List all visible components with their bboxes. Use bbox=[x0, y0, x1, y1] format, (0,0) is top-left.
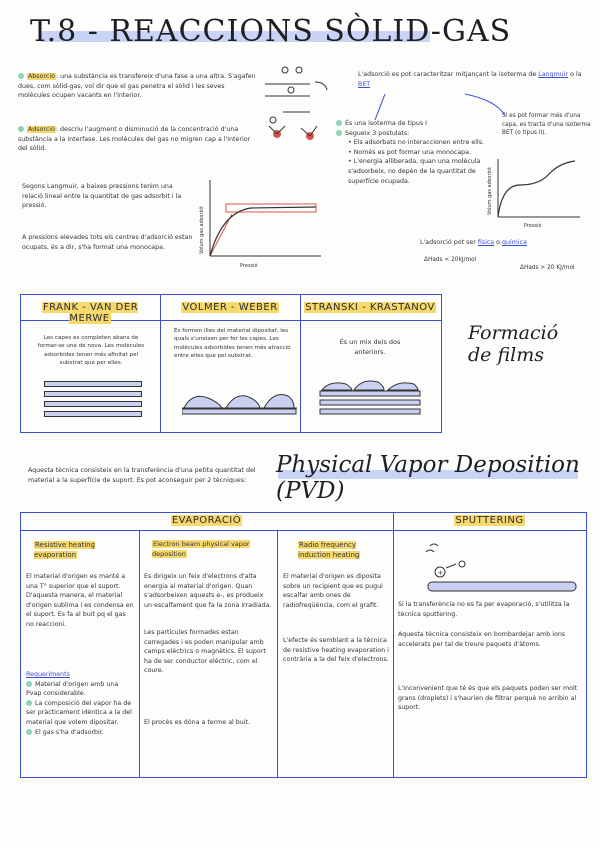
sputtering-header bbox=[394, 515, 585, 526]
sputtering-text-3: L'inconvenient que té és que els paquets poden ser molt grans (droplets) i s'haurien de filtrar perquè no arribin al suport. bbox=[398, 685, 578, 712]
bullet-icon bbox=[336, 120, 342, 126]
bet-graph bbox=[480, 155, 590, 235]
adsorcio-term: Adsorció bbox=[28, 126, 55, 133]
col1-text: El material d'origen es manté a una T° superior que el suport. D'aquesta manera, el material d'origen sublima i es condensa en el suport. Es fa al buit pq el gas no reaccioni. bbox=[26, 573, 134, 628]
sputtering-header-text: SPUTTERING bbox=[455, 515, 524, 526]
req-item-1 bbox=[26, 680, 134, 699]
post1-text: Els adsorbats no interaccionen entre ells. bbox=[353, 139, 484, 147]
postulat-1: • Els adsorbats no interaccionen entre ells. bbox=[348, 139, 484, 147]
langmuir-graph bbox=[196, 176, 331, 272]
pvd-header-line bbox=[20, 530, 587, 531]
col3-text-2: L'efecte és semblant a la tècnica de resistive heating evaporation i contrària a la del feix d'electrons. bbox=[283, 637, 389, 664]
bullet-icon bbox=[26, 729, 32, 735]
evaporacio-header bbox=[20, 515, 393, 526]
col2-text-1: Es dirigeix un feix d'electrons d'alta energia al material d'origen. Quan s'adsorbeixen aquests e-, es produeix un escalfament que fa la zona irradiada. bbox=[144, 573, 272, 609]
absorcio-text: : una substància es transfereix d'una fase a una altra. S'agafen dues, com sòlid-gas, vol dir que el gas penetra el sòlid i les seves molècules ocupen vacants en l'interior. bbox=[18, 73, 256, 100]
adsorcio-tipus: L'adsorció pot ser física o química bbox=[420, 239, 527, 246]
req-item-2-text: La composició del vapor ha de ser pràcticament idèntica a la del material que volem dipositar. bbox=[26, 699, 132, 726]
fisica-label: física bbox=[477, 239, 495, 246]
frank-header bbox=[22, 302, 158, 324]
bullet-icon bbox=[26, 681, 32, 687]
films-divider-2 bbox=[300, 294, 301, 433]
col3-title-text: Radio frequency induction heating bbox=[298, 541, 360, 559]
col3-text-1: El material d'origen es diposita sobre un recipient que es pugui escalfar amb ones de radiofreqüència, com el grafit. bbox=[283, 573, 383, 609]
absorcio-paragraph bbox=[18, 72, 258, 101]
post3-text: L'energia alliberada, quan una molècula s'adsorbeix, no depèn de la quantitat de superfície ocupada. bbox=[348, 158, 481, 185]
req-item-3 bbox=[26, 728, 134, 738]
req-title: Requeriments bbox=[26, 671, 70, 678]
langmuir-properties bbox=[336, 119, 501, 186]
bullet-icon bbox=[18, 73, 24, 79]
adsorcio-paragraph bbox=[18, 125, 258, 154]
bet-link: BET bbox=[358, 80, 371, 88]
sputtering-text-1: Si la transferència no es fa per evaporació, s'utilitza la tècnica sputtering. bbox=[398, 601, 570, 618]
monocapa-text: A pressions elevades tots els centres d'adsorció estan ocupats, és a dir, s'ha format una monocapa. bbox=[22, 234, 193, 251]
stranski-header-text: STRANSKI - KRASTANOV bbox=[305, 302, 435, 313]
pvd-divider-1 bbox=[139, 530, 140, 778]
dh-fisica: ΔHads < 20kJ/mol bbox=[424, 257, 477, 263]
col1-title-text: Resistive heating evaporation bbox=[34, 541, 96, 559]
films-label: Formació de films bbox=[468, 322, 559, 366]
films-divider-1 bbox=[160, 294, 161, 433]
req-item-1-text: Material d'origen amb una Pvap considerable. bbox=[26, 680, 119, 698]
col2-text-2: Les partícules formades estan carregades i es poden manipular amb camps elèctrics o magnètics. El suport ha de ser conductor elèctric, com el coure. bbox=[144, 629, 266, 675]
o-text: o la bbox=[570, 71, 582, 78]
volmer-islands bbox=[182, 388, 298, 418]
bullet-icon bbox=[336, 130, 342, 136]
stranski-text: És un mix dels dos anteriors. bbox=[339, 338, 401, 356]
langmuir-link: Langmuir bbox=[538, 71, 569, 78]
bullet1-text: És una isoterma de tipus I bbox=[345, 120, 428, 127]
col2-title-text: Electron beam physical vapor deposition bbox=[152, 540, 250, 558]
svg-text:+: + bbox=[437, 569, 444, 577]
layer bbox=[44, 381, 142, 387]
pvd-title: Physical Vapor Deposition (PVD) bbox=[276, 452, 580, 504]
graph2-xlabel: Pressió bbox=[524, 223, 542, 229]
bet-note: Si es pot formar més d'una capa, es tracta d'una isoterma BET (o tipus II). bbox=[502, 113, 591, 137]
req-item-3-text: El gas s'ha d'adsorbir. bbox=[35, 728, 104, 736]
volmer-text: Es formen illes del material dipositat, les quals s'uneixen per fer les capes. Les molècules adsorbides tenen més atracció entre elles que pel substrat. bbox=[174, 328, 291, 360]
bullet-icon bbox=[26, 700, 32, 706]
sputtering-sketch bbox=[410, 540, 580, 596]
col2-text-3: El procés es dóna a terme al buit. bbox=[144, 719, 251, 726]
bullet2-text: Segueix 3 postulats: bbox=[345, 129, 410, 137]
dh-quimica: ΔHads > 20 KJ/mol bbox=[520, 265, 575, 271]
req-item-2 bbox=[26, 699, 134, 728]
pvd-intro: Aquesta tècnica consisteix en la transferència d'una petita quantitat del material a la superfície de suport. Es pot aconseguir per 2 tècniques: bbox=[28, 467, 256, 484]
page-title: T.8 - REACCIONS SÒLID-GAS bbox=[30, 14, 512, 49]
postulat-3: • L'energia alliberada, quan una molècula s'adsorbeix, no depèn de la quantitat de superfície ocupada. bbox=[348, 158, 481, 185]
isoterma-intro bbox=[358, 70, 588, 89]
layer bbox=[44, 401, 142, 407]
langmuir-text: Segons Langmuir, a baixes pressions tenim una relació lineal entre la quantitat de gas adsorbit i la pressió. bbox=[22, 183, 182, 210]
post2-text: Només es pot formar una monocapa. bbox=[353, 148, 472, 156]
volmer-header bbox=[162, 302, 298, 313]
molecule-sketch bbox=[255, 62, 345, 162]
frank-text: Les capes es completen abans de formar-se una de nova. Les molècules adsorbides tenen més afinitat pel substrat que per elles. bbox=[37, 335, 145, 367]
adsorcio-text: : descriu l'augment o disminució de la concentració d'una substància a la interfase. Les molècules del gas no migren cap a l'interior del sòlid. bbox=[18, 126, 251, 153]
col3-title bbox=[298, 540, 380, 560]
frank-header-text: FRANK - VAN DER MERWE bbox=[42, 302, 139, 324]
volmer-header-text: VOLMER - WEBER bbox=[182, 302, 278, 313]
graph1-ylabel: Volum gas adsorbit bbox=[199, 205, 205, 254]
bullet-icon bbox=[18, 126, 24, 132]
pvd-divider-main bbox=[393, 512, 394, 778]
isoterma-intro-text: L'adsorció es pot caracteritzar mitjançant la isoterma de bbox=[358, 71, 537, 78]
postulat-2: • Només es pot formar una monocapa. bbox=[348, 148, 472, 156]
stranski-header bbox=[302, 302, 438, 313]
graph2-ylabel: Volum gas adsorbit bbox=[487, 166, 493, 215]
pvd-divider-2 bbox=[277, 530, 278, 778]
graph1-xlabel: Pressió bbox=[240, 263, 258, 269]
types-intro: L'adsorció pot ser bbox=[420, 239, 476, 246]
stranski-layers bbox=[318, 376, 424, 421]
layer bbox=[44, 391, 142, 397]
col1-title bbox=[34, 540, 116, 560]
layer bbox=[44, 411, 142, 417]
evaporacio-header-text: EVAPORACIÓ bbox=[171, 515, 242, 526]
col1-requirements bbox=[26, 670, 134, 737]
sputtering-text-2: Aquesta tècnica consisteix en bombardejar amb ions accelerats per tal de treure paquets d'àtoms. bbox=[398, 631, 566, 648]
absorcio-term: Absorció bbox=[28, 73, 55, 80]
quimica-label: química bbox=[502, 239, 527, 246]
col2-title bbox=[152, 540, 264, 559]
